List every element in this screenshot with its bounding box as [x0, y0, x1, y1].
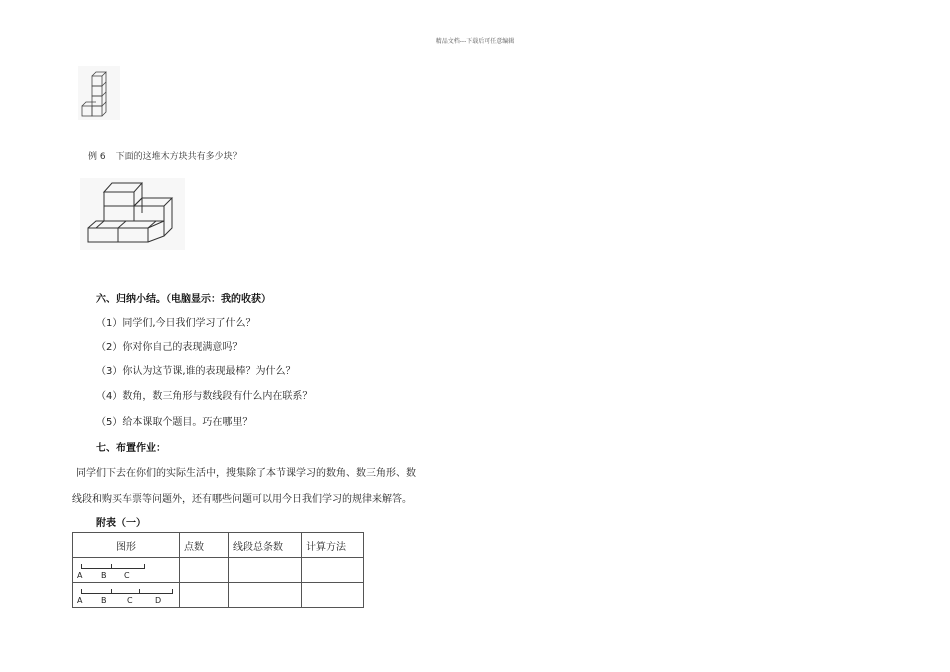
- segments-cell-2: [229, 583, 302, 608]
- header-points: [180, 533, 229, 558]
- point-a-label: A: [77, 571, 83, 580]
- table-row: [73, 558, 364, 583]
- header-figure: [73, 533, 180, 558]
- watermark: 精品文档---下载后可任意编辑: [435, 38, 515, 45]
- segment-abcd: [73, 583, 179, 607]
- segment-line: [81, 589, 173, 594]
- segment-figure-abc: [73, 558, 180, 583]
- section-7-title: 七、布置作业：: [96, 443, 166, 454]
- header-segments: [229, 533, 302, 558]
- table-header-row: [73, 533, 364, 558]
- method-cell-1: [302, 558, 364, 583]
- wooden-blocks-figure: [80, 178, 185, 250]
- point-a-label: A: [77, 596, 83, 605]
- summary-question-2: （2）你对你自己的表现满意吗？: [96, 342, 243, 353]
- summary-question-5: （5）给本课取个题目。巧在哪里？: [96, 417, 253, 428]
- header-method: [302, 533, 364, 558]
- segments-cell-1: [229, 558, 302, 583]
- stacked-cubes-drawing: [78, 66, 120, 120]
- stacked-cubes-figure: [78, 66, 120, 120]
- header-segments-label: 线段总条数: [233, 541, 283, 553]
- table-row: [73, 583, 364, 608]
- header-figure-label: 图形: [116, 541, 136, 553]
- example-6-question: 下面的这堆木方块共有多少块？: [115, 152, 242, 162]
- method-cell-2: [302, 583, 364, 608]
- annex-title: 附表（一）: [96, 518, 146, 529]
- annex-table: [72, 532, 364, 608]
- homework-line-1: 同学们下去在你们的实际生活中，搜集除了本节课学习的数角、数三角形、数: [76, 468, 416, 479]
- points-cell-1: [180, 558, 229, 583]
- header-points-label: 点数: [184, 541, 204, 553]
- segment-line: [81, 564, 145, 569]
- summary-question-4: （4）数角，数三角形与数线段有什么内在联系？: [96, 391, 313, 402]
- point-b-label: B: [101, 596, 107, 605]
- point-d-label: D: [155, 596, 162, 605]
- point-c-label: C: [124, 571, 130, 580]
- point-c-label: C: [127, 596, 133, 605]
- segment-abc: [73, 558, 179, 582]
- example-6: [88, 149, 252, 162]
- wooden-blocks-drawing: [80, 178, 185, 250]
- segment-figure-abcd: [73, 583, 180, 608]
- homework-line-2: 线段和购买车票等问题外，还有哪些问题可以用今日我们学习的规律来解答。: [72, 494, 412, 505]
- segment-tick: [111, 589, 112, 593]
- summary-question-3: （3）你认为这节课,谁的表现最棒？为什么？: [96, 366, 296, 377]
- points-cell-2: [180, 583, 229, 608]
- example-6-label: 例 6: [88, 152, 106, 162]
- point-b-label: B: [101, 571, 107, 580]
- segment-tick: [111, 564, 112, 568]
- header-method-label: 计算方法: [306, 541, 346, 553]
- segment-tick: [139, 589, 140, 593]
- summary-question-1: （1）同学们,今日我们学习了什么？: [96, 318, 256, 329]
- section-6-title: 六、归纳小结。（电脑显示：我的收获）: [96, 294, 271, 305]
